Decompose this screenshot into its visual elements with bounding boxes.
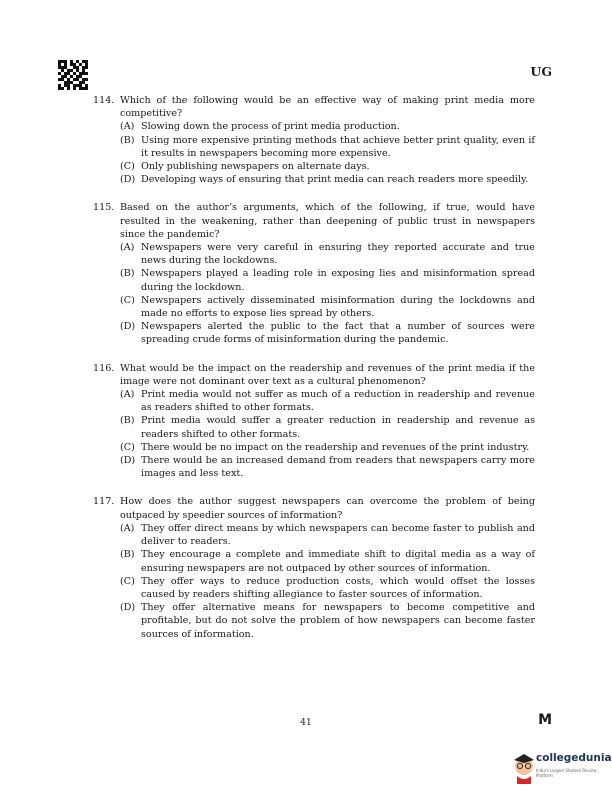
question-116 (93, 362, 535, 481)
option-label: (B) (120, 134, 135, 146)
option-label: (C) (120, 441, 135, 453)
option-c (120, 441, 535, 454)
option-d (120, 454, 535, 480)
option-text: Print media would not suffer as much of a reduction in readership and revenue as readers shifted to other formats. (141, 389, 535, 414)
page-number: 41 (300, 718, 312, 728)
option-b (120, 267, 535, 293)
option-c (120, 294, 535, 320)
booklet-mark: M (538, 712, 552, 728)
question-number: 117. (93, 496, 115, 508)
option-text: There would be no impact on the readership and revenues of the print industry. (141, 441, 530, 453)
option-a (120, 388, 535, 414)
question-text: Which of the following would be an effective way of making print media more competitive? (120, 95, 535, 120)
option-label: (A) (120, 242, 135, 254)
option-label: (C) (120, 161, 135, 173)
paper-code: UG (530, 64, 552, 79)
option-label: (B) (120, 415, 135, 427)
option-label: (A) (120, 121, 135, 133)
option-d (120, 601, 535, 641)
option-text: Using more expensive printing methods that achieve better print quality, even if it results in newspapers becoming more expensive. (141, 134, 535, 159)
option-label: (B) (120, 549, 135, 561)
watermark-brand: collegedunia (536, 752, 612, 764)
option-d (120, 173, 535, 186)
option-text: They offer alternative means for newspapers to become competitive and profitable, but do not solve the problem of how newspapers can become faster sources of information. (141, 602, 535, 640)
option-text: Newspapers played a leading role in exposing lies and misinformation spread during the lockdown. (141, 268, 535, 293)
option-text: They offer direct means by which newspapers can become faster to publish and deliver to readers. (141, 522, 535, 548)
option-label: (D) (120, 455, 136, 467)
option-b (120, 548, 535, 574)
option-text: Newspapers alerted the public to the fact that a number of sources were spreading crude forms of misinformation during the pandemic. (141, 321, 535, 346)
option-b (120, 414, 535, 440)
question-114 (93, 94, 535, 186)
option-label: (C) (120, 575, 135, 587)
question-text: What would be the impact on the readership and revenues of the print media if the image were not dominant over text as a cultural phenomenon? (120, 362, 535, 387)
question-number: 116. (93, 362, 115, 374)
option-d (120, 320, 535, 346)
question-list (93, 94, 535, 656)
watermark-tagline: India's largest Student Review Platform (536, 768, 597, 778)
option-label: (A) (120, 522, 135, 534)
option-label: (D) (120, 174, 136, 186)
question-117 (93, 495, 535, 640)
option-c (120, 160, 535, 173)
option-text: Only publishing newspapers on alternate days. (141, 161, 370, 173)
option-label: (A) (120, 389, 135, 401)
option-label: (C) (120, 294, 135, 306)
question-number: 114. (93, 95, 115, 106)
question-text: How does the author suggest newspapers can overcome the problem of being outpaced by speedier sources of information? (120, 496, 535, 521)
option-label: (D) (120, 321, 136, 333)
question-number: 115. (93, 202, 115, 214)
option-a (120, 241, 535, 267)
option-a (120, 522, 535, 548)
question-115 (93, 201, 535, 346)
option-text: Developing ways of ensuring that print media can reach readers more speedily. (141, 174, 529, 186)
option-label: (B) (120, 268, 135, 280)
option-text: There would be an increased demand from readers that newspapers carry more images and less text. (141, 455, 535, 480)
option-text: Newspapers were very careful in ensuring they reported accurate and true news during the lockdowns. (141, 242, 535, 267)
option-b (120, 134, 535, 160)
option-text: Print media would suffer a greater reduction in readership and revenue as readers shifted to other formats. (141, 415, 535, 440)
option-text: Slowing down the process of print media production. (141, 121, 400, 133)
qr-code (58, 60, 88, 90)
option-a (120, 120, 535, 133)
option-text: They offer ways to reduce production costs, which would offset the losses caused by readers shifting allegiance to faster sources of information. (141, 575, 535, 600)
option-c (120, 575, 535, 601)
option-text: Newspapers actively disseminated misinformation during the lockdowns and made no efforts to expose lies spread by others. (141, 294, 535, 320)
option-label: (D) (120, 602, 136, 614)
question-text: Based on the author’s arguments, which of the following, if true, would have resulted in the weakening, rather than deepening of public trust in newspapers since the pandemic? (120, 202, 535, 240)
option-text: They encourage a complete and immediate shift to digital media as a way of ensuring newspapers are not outpaced by other sources of information. (141, 549, 535, 574)
